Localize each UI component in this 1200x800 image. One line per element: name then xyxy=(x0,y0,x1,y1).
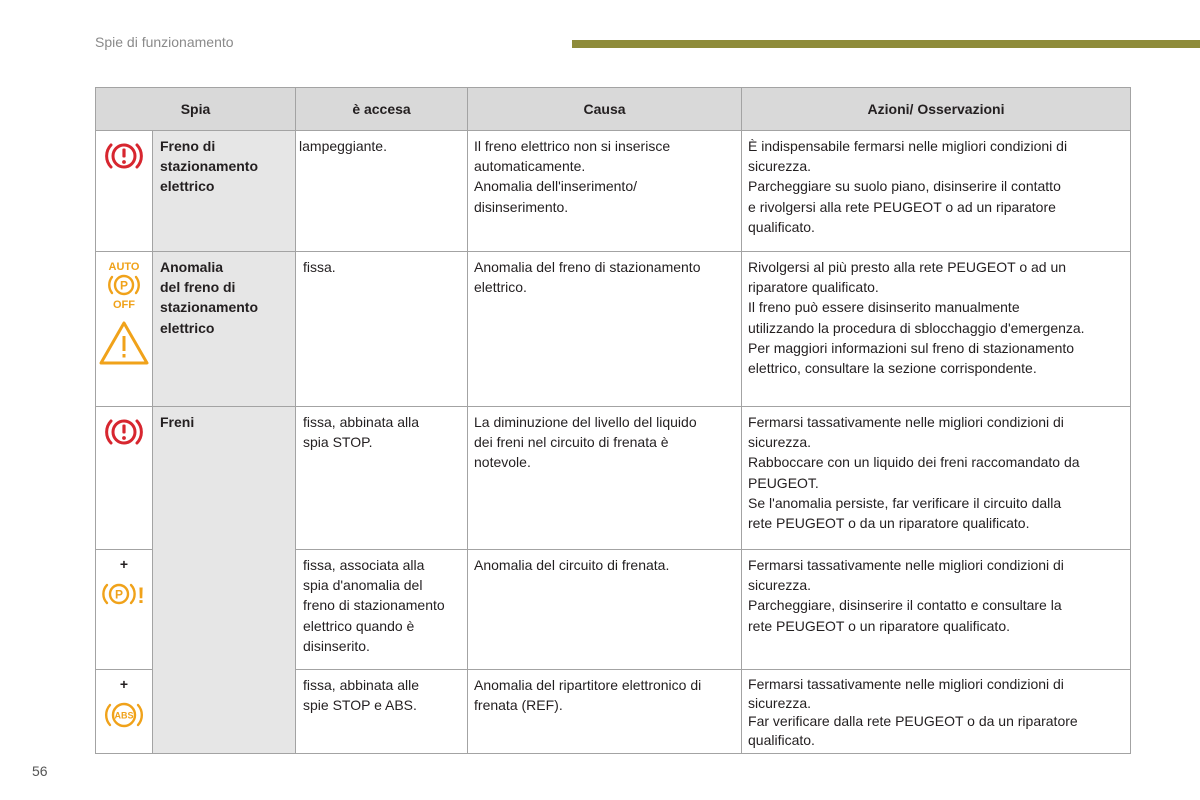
lit-cell xyxy=(296,550,468,670)
light-name xyxy=(153,252,296,407)
page-number: 56 xyxy=(32,763,48,779)
brake-warning-icon xyxy=(104,415,144,449)
column-header-azioni: Azioni/ Osservazioni xyxy=(742,88,1131,131)
light-name-text: Freno di stazionamento elettrico xyxy=(160,138,259,195)
table-row xyxy=(96,252,1131,407)
column-header-spia: Spia xyxy=(96,88,296,131)
cause-text: Anomalia del ripartitore elettronico di frenata (REF). xyxy=(474,677,702,714)
cause-text: Anomalia del circuito di frenata. xyxy=(474,557,670,573)
action-text: Rivolgersi al più presto alla rete PEUGEOT o ad un riparatore qualificato. Il freno può essere disinserito manualmente utilizzando la procedura di sblocchaggio d'emergenza. Per maggiori informazioni sul freno di stazionamento elettrico, consultare la sezione corrispondente. xyxy=(748,259,1085,377)
auto-parking-off-icon xyxy=(102,260,146,310)
action-cell xyxy=(742,407,1131,550)
light-name-text: Freni xyxy=(160,414,195,430)
cause-text: La diminuzione del livello del liquido dei freni nel circuito di frenata è notevole. xyxy=(474,414,697,471)
icon-cell xyxy=(96,252,153,407)
lit-cell xyxy=(296,407,468,550)
section-accent-bar xyxy=(572,40,1200,48)
action-cell xyxy=(742,550,1131,670)
cause-text: Il freno elettrico non si inserisce automaticamente. Anomalia dell'inserimento/ disinserimento. xyxy=(474,138,671,215)
table-row xyxy=(96,407,1131,550)
p-letter: P xyxy=(119,278,129,293)
plus-sign: + xyxy=(119,676,129,692)
icon-cell xyxy=(96,550,153,670)
cause-cell xyxy=(468,550,742,670)
action-text: Fermarsi tassativamente nelle migliori condizioni di sicurezza. Rabboccare con un liquido dei freni raccomandato da PEUGEOT. Se l'anomalia persiste, far verificare il circuito dalla rete PEUGEOT o da un riparatore qualificato. xyxy=(748,414,1080,532)
icon-cell xyxy=(96,407,153,550)
lit-cell xyxy=(296,670,468,754)
cause-cell xyxy=(468,252,742,407)
icon-cell xyxy=(96,670,153,754)
cause-text: Anomalia del freno di stazionamento elettrico. xyxy=(474,259,701,296)
column-header-causa: Causa xyxy=(468,88,742,131)
action-text: Fermarsi tassativamente nelle migliori condizioni di sicurezza. Far verificare dalla rete PEUGEOT o da un riparatore qualificato. xyxy=(748,676,1078,748)
section-title: Spie di funzionamento xyxy=(95,34,234,50)
action-cell xyxy=(742,670,1131,754)
lit-text: fissa, associata alla spia d'anomalia del freno di stazionamento elettrico quando è disinserito. xyxy=(303,557,445,654)
action-text: Fermarsi tassativamente nelle migliori condizioni di sicurezza. Parcheggiare, disinserire il contatto e consultare la rete PEUGEOT o un riparatore qualificato. xyxy=(748,557,1064,634)
light-name-text: Anomalia del freno di stazionamento elettrico xyxy=(160,259,259,336)
brake-warning-icon xyxy=(104,139,144,173)
light-name xyxy=(153,131,296,252)
light-name xyxy=(153,407,296,754)
column-header-accesa: è accesa xyxy=(296,88,468,131)
exclamation-mark: ! xyxy=(137,583,145,608)
p-letter: P xyxy=(114,587,124,602)
cause-cell xyxy=(468,407,742,550)
off-label: OFF xyxy=(113,299,135,310)
lit-text: fissa, abbinata alla spia STOP. xyxy=(303,414,419,451)
abs-icon xyxy=(99,698,149,732)
warning-lights-table xyxy=(95,87,1131,754)
icon-cell xyxy=(96,131,153,252)
lit-text: fissa, abbinata alle spie STOP e ABS. xyxy=(303,677,419,714)
parking-brake-fault-icon xyxy=(99,578,149,610)
action-text: È indispensabile fermarsi nelle migliori condizioni di sicurezza. Parcheggiare su suolo piano, disinserire il contatto e rivolgersi alla rete PEUGEOT o ad un riparatore qualificato. xyxy=(748,138,1068,235)
table-row xyxy=(96,131,1131,252)
cause-cell xyxy=(468,670,742,754)
lit-text: lampeggiante. xyxy=(299,138,387,154)
warning-triangle-icon xyxy=(98,320,150,366)
action-cell xyxy=(742,252,1131,407)
lit-cell xyxy=(296,252,468,407)
plus-sign: + xyxy=(119,556,129,572)
abs-label: ABS xyxy=(114,710,134,721)
lit-text: fissa. xyxy=(303,259,336,275)
action-cell xyxy=(742,131,1131,252)
lit-cell xyxy=(296,131,468,252)
table-header-row xyxy=(96,88,1131,131)
cause-cell xyxy=(468,131,742,252)
auto-label: AUTO xyxy=(108,261,140,273)
